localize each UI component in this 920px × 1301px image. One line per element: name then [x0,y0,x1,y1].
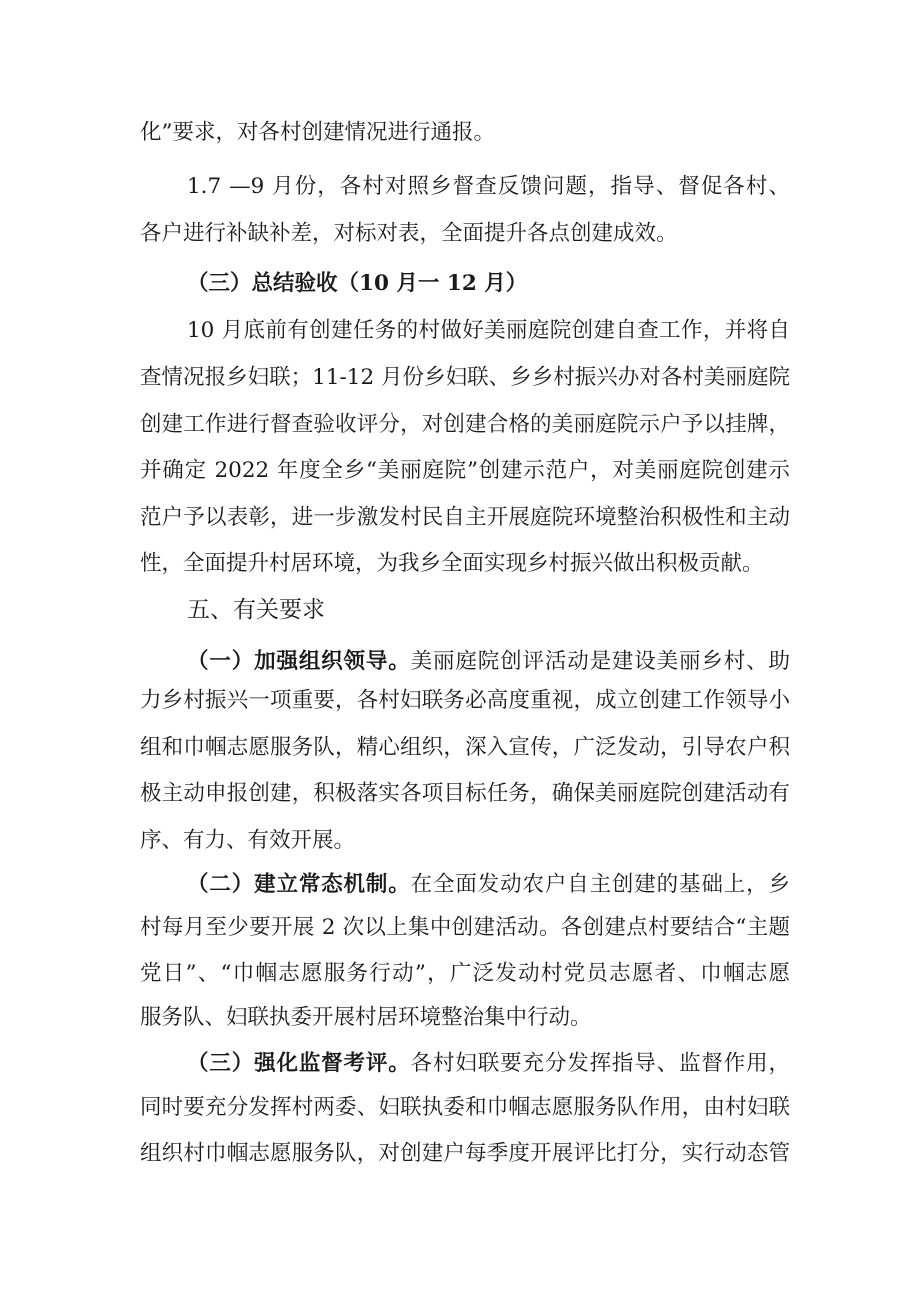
text-line: 极主动申报创建，积极落实各项目标任务，确保美丽庭院创建活动有 [140,781,790,806]
text-line: 各户进行补缺补差，对标对表，全面提升各点创建成效。 [140,221,678,246]
paragraph-lead: （三）强化监督考评。 [187,1051,411,1076]
text-line: 化”要求，对各村创建情况进行通报。 [140,120,495,145]
text-line: 10 月底前有创建任务的村做好美丽庭院创建自查工作，并将自 [187,318,790,343]
paragraph-text: 美丽庭院创评活动是建设美丽乡村、助 [410,649,790,674]
text-line: 力乡村振兴一项重要，各村妇联务必高度重视，成立创建工作领导小 [140,688,790,713]
paragraph-lead: （一）加强组织领导。 [187,649,411,674]
paragraph-first-line [187,870,790,900]
paragraph-first-line [187,1049,790,1079]
paragraph-lead: （二）建立常态机制。 [187,872,411,897]
text-line: 村每月至少要开展 2 次以上集中创建活动。各创建点村要结合“主题 [140,915,790,940]
text-line: 组织村巾帼志愿服务队，对创建户每季度开展评比打分，实行动态管 [140,1141,790,1166]
paragraph-text: 各村妇联要充分发挥指导、监督作用， [410,1051,790,1076]
text-line: 查情况报乡妇联；11-12 月份乡妇联、乡乡村振兴办对各村美丽庭院 [140,365,790,390]
text-line: 组和巾帼志愿服务队，精心组织，深入宣传，广泛发动，引导农户积 [140,735,790,760]
paragraph-first-line [187,647,790,677]
text-line: 范户予以表彰，进一步激发村民自主开展庭院环境整治积极性和主动 [140,505,790,530]
text-line: 1.7 —9 月份，各村对照乡督查反馈问题，指导、督促各村、 [187,174,790,199]
section-heading: （三）总结验收（10 月一 12 月） [187,271,528,296]
text-line: 创建工作进行督查验收评分，对创建合格的美丽庭院示户予以挂牌， [140,412,790,437]
text-line: 服务队、妇联执委开展村居环境整治集中行动。 [140,1005,592,1030]
text-line: 序、有力、有效开展。 [140,828,356,853]
text-line: 性，全面提升村居环境，为我乡全面实现乡村振兴做出积极贡献。 [140,551,764,576]
text-line: 同时要充分发挥村两委、妇联执委和巾帼志愿服务队作用，由村妇联 [140,1095,790,1120]
text-line: 党日”、“巾帼志愿服务行动”，广泛发动村党员志愿者、巾帼志愿 [140,961,790,986]
paragraph-text: 在全面发动农户自主创建的基础上，乡 [410,872,790,897]
chapter-heading: 五、有关要求 [187,597,325,623]
text-line: 并确定 2022 年度全乡“美丽庭院”创建示范户，对美丽庭院创建示 [140,458,790,483]
